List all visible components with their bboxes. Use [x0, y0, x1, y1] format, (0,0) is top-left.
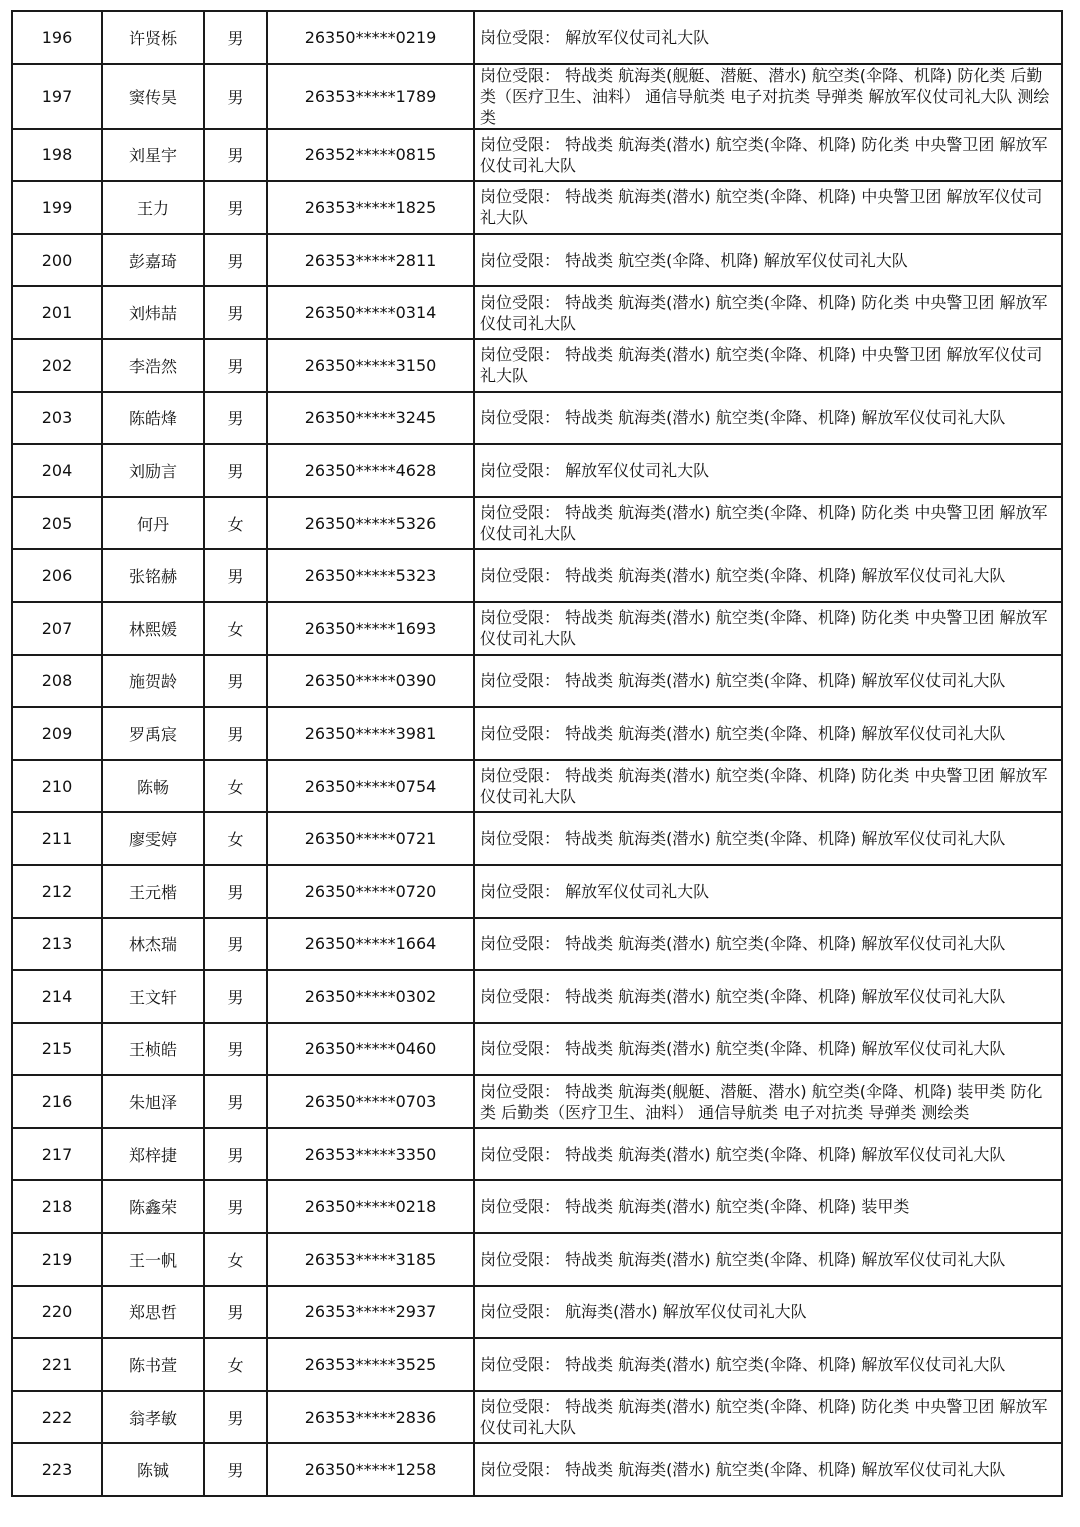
table-row — [12, 1233, 1062, 1286]
id-number: 26350*****5323 — [267, 549, 474, 602]
id-number: 26350*****0720 — [267, 865, 474, 918]
candidate-name: 林杰瑞 — [102, 918, 204, 971]
table-row — [12, 970, 1062, 1023]
id-number: 26350*****1664 — [267, 918, 474, 971]
gender-cell: 男 — [204, 549, 267, 602]
candidate-name: 王文轩 — [102, 970, 204, 1023]
table-body — [12, 11, 1062, 1496]
table-row — [12, 602, 1062, 655]
gender-cell: 男 — [204, 129, 267, 182]
candidate-table — [11, 10, 1063, 1497]
candidate-name: 林熙媛 — [102, 602, 204, 655]
restriction-note: 岗位受限： 特战类 航海类(潜水) 航空类(伞降、机降) 中央警卫团 解放军仪仗司礼大队 — [474, 181, 1062, 234]
table-row — [12, 181, 1062, 234]
row-number: 221 — [12, 1338, 102, 1391]
restriction-note: 岗位受限： 特战类 航海类(潜水) 航空类(伞降、机降) 中央警卫团 解放军仪仗司礼大队 — [474, 339, 1062, 392]
candidate-name: 罗禹宸 — [102, 707, 204, 760]
id-number: 26353*****1825 — [267, 181, 474, 234]
gender-cell: 男 — [204, 707, 267, 760]
row-number: 196 — [12, 11, 102, 64]
gender-cell: 男 — [204, 655, 267, 708]
id-number: 26350*****3245 — [267, 392, 474, 445]
gender-cell: 男 — [204, 865, 267, 918]
table-row — [12, 760, 1062, 813]
gender-cell: 男 — [204, 1391, 267, 1444]
table-row — [12, 1023, 1062, 1076]
id-number: 26353*****3525 — [267, 1338, 474, 1391]
row-number: 212 — [12, 865, 102, 918]
candidate-name: 朱旭泽 — [102, 1075, 204, 1128]
table-row — [12, 497, 1062, 550]
gender-cell: 男 — [204, 1075, 267, 1128]
candidate-name: 刘星宇 — [102, 129, 204, 182]
restriction-note: 岗位受限： 特战类 航海类(潜水) 航空类(伞降、机降) 解放军仪仗司礼大队 — [474, 1233, 1062, 1286]
restriction-note: 岗位受限： 特战类 航海类(潜水) 航空类(伞降、机降) 防化类 中央警卫团 解放军仪仗司礼大队 — [474, 602, 1062, 655]
id-number: 26353*****3350 — [267, 1128, 474, 1181]
table-row — [12, 1391, 1062, 1444]
row-number: 211 — [12, 812, 102, 865]
row-number: 197 — [12, 64, 102, 129]
id-number: 26350*****0721 — [267, 812, 474, 865]
row-number: 217 — [12, 1128, 102, 1181]
gender-cell: 男 — [204, 11, 267, 64]
row-number: 203 — [12, 392, 102, 445]
row-number: 206 — [12, 549, 102, 602]
candidate-name: 张铭赫 — [102, 549, 204, 602]
restriction-note: 岗位受限： 特战类 航海类(潜水) 航空类(伞降、机降) 解放军仪仗司礼大队 — [474, 1443, 1062, 1496]
row-number: 200 — [12, 234, 102, 287]
restriction-note: 岗位受限： 特战类 航空类(伞降、机降) 解放军仪仗司礼大队 — [474, 234, 1062, 287]
gender-cell: 男 — [204, 339, 267, 392]
gender-cell: 男 — [204, 234, 267, 287]
id-number: 26353*****1789 — [267, 64, 474, 129]
id-number: 26353*****2836 — [267, 1391, 474, 1444]
gender-cell: 男 — [204, 1023, 267, 1076]
id-number: 26350*****1693 — [267, 602, 474, 655]
row-number: 208 — [12, 655, 102, 708]
table-row — [12, 64, 1062, 129]
restriction-note: 岗位受限： 航海类(潜水) 解放军仪仗司礼大队 — [474, 1286, 1062, 1339]
restriction-note: 岗位受限： 解放军仪仗司礼大队 — [474, 11, 1062, 64]
candidate-name: 施贺龄 — [102, 655, 204, 708]
id-number: 26350*****0314 — [267, 286, 474, 339]
row-number: 219 — [12, 1233, 102, 1286]
gender-cell: 男 — [204, 1286, 267, 1339]
gender-cell: 女 — [204, 602, 267, 655]
candidate-name: 陈书萱 — [102, 1338, 204, 1391]
table-row — [12, 655, 1062, 708]
table-row — [12, 812, 1062, 865]
row-number: 207 — [12, 602, 102, 655]
gender-cell: 男 — [204, 918, 267, 971]
candidate-name: 王一帆 — [102, 1233, 204, 1286]
row-number: 215 — [12, 1023, 102, 1076]
id-number: 26350*****3981 — [267, 707, 474, 760]
id-number: 26353*****2811 — [267, 234, 474, 287]
restriction-note: 岗位受限： 特战类 航海类(潜水) 航空类(伞降、机降) 解放军仪仗司礼大队 — [474, 1128, 1062, 1181]
gender-cell: 女 — [204, 497, 267, 550]
row-number: 218 — [12, 1180, 102, 1233]
table-row — [12, 1286, 1062, 1339]
row-number: 223 — [12, 1443, 102, 1496]
row-number: 214 — [12, 970, 102, 1023]
candidate-name: 窦传昊 — [102, 64, 204, 129]
table-row — [12, 392, 1062, 445]
table-row — [12, 11, 1062, 64]
candidate-name: 王桢皓 — [102, 1023, 204, 1076]
id-number: 26350*****0219 — [267, 11, 474, 64]
table-row — [12, 129, 1062, 182]
candidate-name: 王元楷 — [102, 865, 204, 918]
gender-cell: 男 — [204, 286, 267, 339]
gender-cell: 男 — [204, 181, 267, 234]
candidate-name: 王力 — [102, 181, 204, 234]
id-number: 26350*****0703 — [267, 1075, 474, 1128]
restriction-note: 岗位受限： 特战类 航海类(潜水) 航空类(伞降、机降) 解放军仪仗司礼大队 — [474, 918, 1062, 971]
row-number: 204 — [12, 444, 102, 497]
table-row — [12, 234, 1062, 287]
gender-cell: 男 — [204, 970, 267, 1023]
row-number: 205 — [12, 497, 102, 550]
row-number: 202 — [12, 339, 102, 392]
id-number: 26350*****0754 — [267, 760, 474, 813]
restriction-note: 岗位受限： 特战类 航海类(潜水) 航空类(伞降、机降) 防化类 中央警卫团 解放军仪仗司礼大队 — [474, 286, 1062, 339]
restriction-note: 岗位受限： 特战类 航海类(潜水) 航空类(伞降、机降) 解放军仪仗司礼大队 — [474, 970, 1062, 1023]
restriction-note: 岗位受限： 特战类 航海类(潜水) 航空类(伞降、机降) 解放军仪仗司礼大队 — [474, 549, 1062, 602]
row-number: 216 — [12, 1075, 102, 1128]
restriction-note: 岗位受限： 特战类 航海类(潜水) 航空类(伞降、机降) 解放军仪仗司礼大队 — [474, 1023, 1062, 1076]
gender-cell: 女 — [204, 812, 267, 865]
candidate-name: 郑思哲 — [102, 1286, 204, 1339]
id-number: 26350*****4628 — [267, 444, 474, 497]
row-number: 199 — [12, 181, 102, 234]
gender-cell: 男 — [204, 64, 267, 129]
candidate-name: 廖雯婷 — [102, 812, 204, 865]
id-number: 26350*****3150 — [267, 339, 474, 392]
restriction-note: 岗位受限： 特战类 航海类(潜水) 航空类(伞降、机降) 防化类 中央警卫团 解放军仪仗司礼大队 — [474, 1391, 1062, 1444]
table-row — [12, 1075, 1062, 1128]
gender-cell: 女 — [204, 1233, 267, 1286]
id-number: 26352*****0815 — [267, 129, 474, 182]
restriction-note: 岗位受限： 特战类 航海类(潜水) 航空类(伞降、机降) 装甲类 — [474, 1180, 1062, 1233]
restriction-note: 岗位受限： 特战类 航海类(潜水) 航空类(伞降、机降) 解放军仪仗司礼大队 — [474, 655, 1062, 708]
row-number: 209 — [12, 707, 102, 760]
restriction-note: 岗位受限： 特战类 航海类(潜水) 航空类(伞降、机降) 防化类 中央警卫团 解放军仪仗司礼大队 — [474, 497, 1062, 550]
candidate-name: 何丹 — [102, 497, 204, 550]
restriction-note: 岗位受限： 特战类 航海类(潜水) 航空类(伞降、机降) 解放军仪仗司礼大队 — [474, 392, 1062, 445]
restriction-note: 岗位受限： 特战类 航海类(潜水) 航空类(伞降、机降) 解放军仪仗司礼大队 — [474, 812, 1062, 865]
id-number: 26350*****1258 — [267, 1443, 474, 1496]
candidate-name: 陈铖 — [102, 1443, 204, 1496]
candidate-name: 刘炜喆 — [102, 286, 204, 339]
candidate-name: 李浩然 — [102, 339, 204, 392]
id-number: 26353*****2937 — [267, 1286, 474, 1339]
row-number: 213 — [12, 918, 102, 971]
restriction-note: 岗位受限： 特战类 航海类(潜水) 航空类(伞降、机降) 防化类 中央警卫团 解放军仪仗司礼大队 — [474, 760, 1062, 813]
candidate-name: 陈皓烽 — [102, 392, 204, 445]
id-number: 26350*****0460 — [267, 1023, 474, 1076]
row-number: 201 — [12, 286, 102, 339]
restriction-note: 岗位受限： 特战类 航海类(潜水) 航空类(伞降、机降) 防化类 中央警卫团 解放军仪仗司礼大队 — [474, 129, 1062, 182]
restriction-note: 岗位受限： 解放军仪仗司礼大队 — [474, 865, 1062, 918]
candidate-name: 陈畅 — [102, 760, 204, 813]
gender-cell: 男 — [204, 1180, 267, 1233]
table-row — [12, 1128, 1062, 1181]
candidate-name: 郑梓捷 — [102, 1128, 204, 1181]
candidate-name: 刘励言 — [102, 444, 204, 497]
candidate-name: 彭嘉琦 — [102, 234, 204, 287]
table-row — [12, 865, 1062, 918]
table-row — [12, 707, 1062, 760]
candidate-name: 翁孝敏 — [102, 1391, 204, 1444]
restriction-note: 岗位受限： 特战类 航海类(舰艇、潜艇、潜水) 航空类(伞降、机降) 装甲类 防化类 后勤类（医疗卫生、油料） 通信导航类 电子对抗类 导弹类 测绘类 — [474, 1075, 1062, 1128]
row-number: 198 — [12, 129, 102, 182]
restriction-note: 岗位受限： 特战类 航海类(舰艇、潜艇、潜水) 航空类(伞降、机降) 防化类 后勤类（医疗卫生、油料） 通信导航类 电子对抗类 导弹类 解放军仪仗司礼大队 测绘类 — [474, 64, 1062, 129]
table-row — [12, 444, 1062, 497]
restriction-note: 岗位受限： 特战类 航海类(潜水) 航空类(伞降、机降) 解放军仪仗司礼大队 — [474, 707, 1062, 760]
table-row — [12, 549, 1062, 602]
row-number: 220 — [12, 1286, 102, 1339]
id-number: 26350*****0390 — [267, 655, 474, 708]
row-number: 210 — [12, 760, 102, 813]
id-number: 26353*****3185 — [267, 1233, 474, 1286]
id-number: 26350*****0302 — [267, 970, 474, 1023]
table-row — [12, 1180, 1062, 1233]
candidate-name: 陈鑫荣 — [102, 1180, 204, 1233]
candidate-name: 许贤栎 — [102, 11, 204, 64]
restriction-note: 岗位受限： 解放军仪仗司礼大队 — [474, 444, 1062, 497]
gender-cell: 男 — [204, 1128, 267, 1181]
table-row — [12, 1443, 1062, 1496]
table-row — [12, 339, 1062, 392]
table-row — [12, 1338, 1062, 1391]
row-number: 222 — [12, 1391, 102, 1444]
table-row — [12, 918, 1062, 971]
restriction-note: 岗位受限： 特战类 航海类(潜水) 航空类(伞降、机降) 解放军仪仗司礼大队 — [474, 1338, 1062, 1391]
gender-cell: 男 — [204, 1443, 267, 1496]
gender-cell: 男 — [204, 444, 267, 497]
gender-cell: 女 — [204, 1338, 267, 1391]
gender-cell: 女 — [204, 760, 267, 813]
gender-cell: 男 — [204, 392, 267, 445]
id-number: 26350*****0218 — [267, 1180, 474, 1233]
id-number: 26350*****5326 — [267, 497, 474, 550]
table-row — [12, 286, 1062, 339]
